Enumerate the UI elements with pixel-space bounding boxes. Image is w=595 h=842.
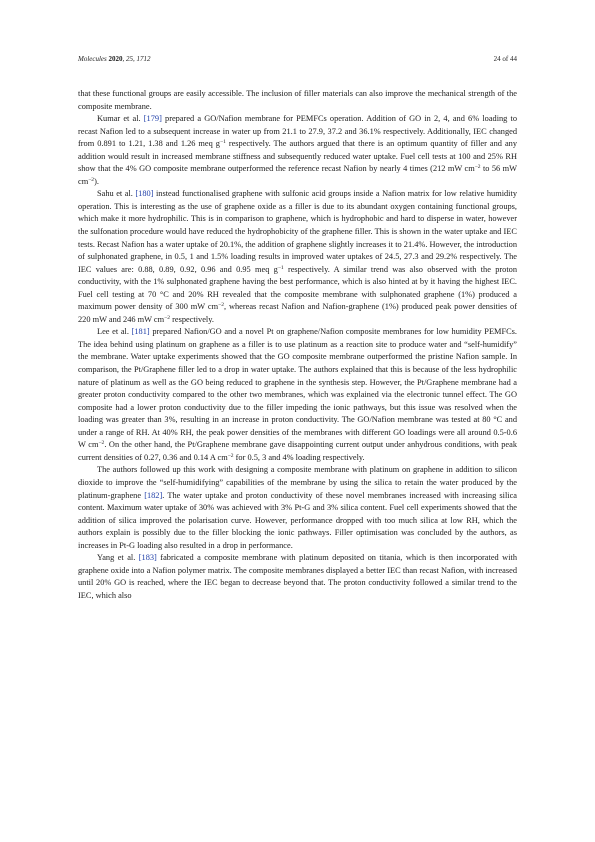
paragraph — [78, 552, 517, 602]
superscript: −2 — [88, 176, 95, 183]
body-text — [78, 88, 517, 602]
text-run: for 0.5, 3 and 4% loading respectively. — [233, 452, 365, 462]
paragraph — [78, 326, 517, 464]
page-number: 24 of 44 — [493, 55, 517, 63]
text-run: to 56 mW cm — [78, 164, 517, 186]
text-run: , whereas recast Nafion and Nafion-graphene (1%) produced peak power densities of 220 mW and 246 mW cm — [78, 302, 517, 324]
citation-link[interactable]: [179] — [143, 114, 162, 124]
superscript: −2 — [98, 440, 105, 447]
journal-year: 2020 — [108, 55, 123, 63]
citation-link[interactable]: [182] — [144, 490, 163, 500]
text-run: . The water uptake and proton conductivity of these novel membranes increased with increasing silica content. Maximum water uptake of 30% was achieved with 3% Pt-G and 3% silica content. Fuel cell experiments showed that the addition of silica improved the polarisation curve. However, performance dropped with too much silica at low RH, which the authors explain is possibly due to the filler blocking the ionic pathways. Filler optimisation was concluded by the authors, as increases in Pt-G loading also resulted in a drop in performance. — [78, 490, 518, 550]
superscript: −2 — [218, 302, 224, 309]
text-run: instead functionalised graphene with sulfonic acid groups inside a Nafion matrix for low relative humidity operation. This is interesting as the use of graphene oxide as a filler is due to its abundant oxygen containing functional groups, which make it more hydrophilic. This is in comparison to graphene, which is hydrophobic and hard to disperse in water, however the sulfonation procedure would have reduced the hydrophobicity of the graphene filler. This is shown in the water uptake and IEC tests. Recast Nafion has a water uptake of 20.1%, the addition of graphene slightly increases it to 21.4%. However, the introduction of sulphonated graphene, in 0.5, 1 and 1.5% loading results in improved water uptakes of 24.5, 27.3 and 29.2% respectively. The IEC values are: 0.88, 0.89, 0.92, 0.96 and 0.95 meq g — [78, 189, 517, 274]
text-run: ). — [94, 176, 99, 186]
citation-link[interactable]: [181] — [131, 327, 150, 337]
superscript: −1 — [219, 139, 226, 146]
text-run: respectively. A similar trend was also observed with the proton conductivity, with the 1% sulphonated graphene having the best performance, which is also hinted at by it having the highest IEC. Fuel cell testing at 70 °C and 20% RH revealed that the composite membrane with sulphonated graphene (1%) produced a maximum power density of 300 mW cm — [78, 264, 517, 312]
text-run: Kumar et al. — [97, 114, 144, 124]
paragraph — [78, 88, 517, 113]
superscript: −2 — [474, 164, 481, 171]
superscript: −1 — [277, 264, 284, 271]
citation-link[interactable]: [180] — [135, 189, 154, 199]
text-run: . On the other hand, the Pt/Graphene membrane gave disappointing current output under anhydrous conditions, with peak current densities of 0.27, 0.36 and 0.14 A cm — [78, 440, 517, 462]
running-header — [78, 55, 517, 67]
text-run: respectively. — [170, 314, 214, 324]
text-run: Lee et al. — [97, 327, 132, 337]
paragraph — [78, 188, 517, 326]
journal-citation — [78, 55, 151, 63]
superscript: −2 — [164, 314, 170, 321]
text-run: respectively. The authors argued that there is an optimum quantity of filler and any addition would result in increased membrane stiffness and subsequently reduced water uptake. Fuel cell tests at 100 and 25% RH show that the 4% GO composite membrane outperformed the reference recast Nafion by nearly 4 times (212 mW cm — [78, 139, 517, 174]
journal-name: Molecules — [78, 55, 107, 63]
text-run: prepared a GO/Nafion membrane for PEMFCs operation. Addition of GO in 2, 4, and 6% loading to recast Nafion led to a subsequent increase in water up from 21.1 to 27.9, 37.2 and 36.1% respectively. Additionally, IEC changed from 0.891 to 1.21, 1.38 and 1.26 meq g — [78, 114, 517, 149]
text-run: Sahu et al. — [97, 189, 136, 199]
citation-link[interactable]: [183] — [138, 553, 157, 563]
text-run: Yang et al. — [97, 553, 139, 563]
journal-volume-pages: , 25, 1712 — [122, 55, 151, 63]
superscript: −2 — [227, 452, 234, 459]
text-run: fabricated a composite membrane with platinum deposited on titania, which is then incorporated with graphene oxide into a Nafion polymer matrix. The composite membranes displayed a better IEC than recast Nafion, with increased until 20% GO is reached, where the IEC began to decrease beyond that. The proton conductivity followed a similar trend to the IEC, which also — [78, 553, 517, 600]
text-run: The authors followed up this work with designing a composite membrane with platinum on graphene in addition to silicon dioxide to improve the “self-humidifying” capabilities of the membrane by using the silica to retain the water produced by the platinum-graphene — [78, 465, 517, 500]
paragraph — [78, 113, 517, 188]
paragraph — [78, 464, 517, 552]
text-run: that these functional groups are easily accessible. The inclusion of filler materials can also improve the mechanical strength of the composite membrane. — [78, 89, 517, 111]
text-run: prepared Nafion/GO and a novel Pt on graphene/Nafion composite membranes for low humidity PEMFCs. The idea behind using platinum on graphene as a filler is to use platinum as a reaction site to produce water and “self-humidify” the membrane. Water uptake experiments showed that the GO composite membrane outperformed the pristine Nafion sample. In comparison, the Pt/Graphene filler led to a drop in water uptake. The authors explained that this is because of the less hydrophilic nature of platinum as well as the GO being reduced to graphene in the synthesis step. However, the Pt/Graphene membrane had a greater proton conductivity compared to the other two membranes, which was explained via the electronic tunnel effect. The GO composite had a lower proton conductivity due to the filler impeding the ionic pathways, but this issue was resolved when the loading was greater than 3%, resulting in an increase in proton conductivity. The GO/Nafion membrane was tested at 80 °C and under a range of RH. At 40% RH, the peak power densities of the membranes with different GO loadings were all around 0.5-0.6 W cm — [78, 327, 518, 450]
